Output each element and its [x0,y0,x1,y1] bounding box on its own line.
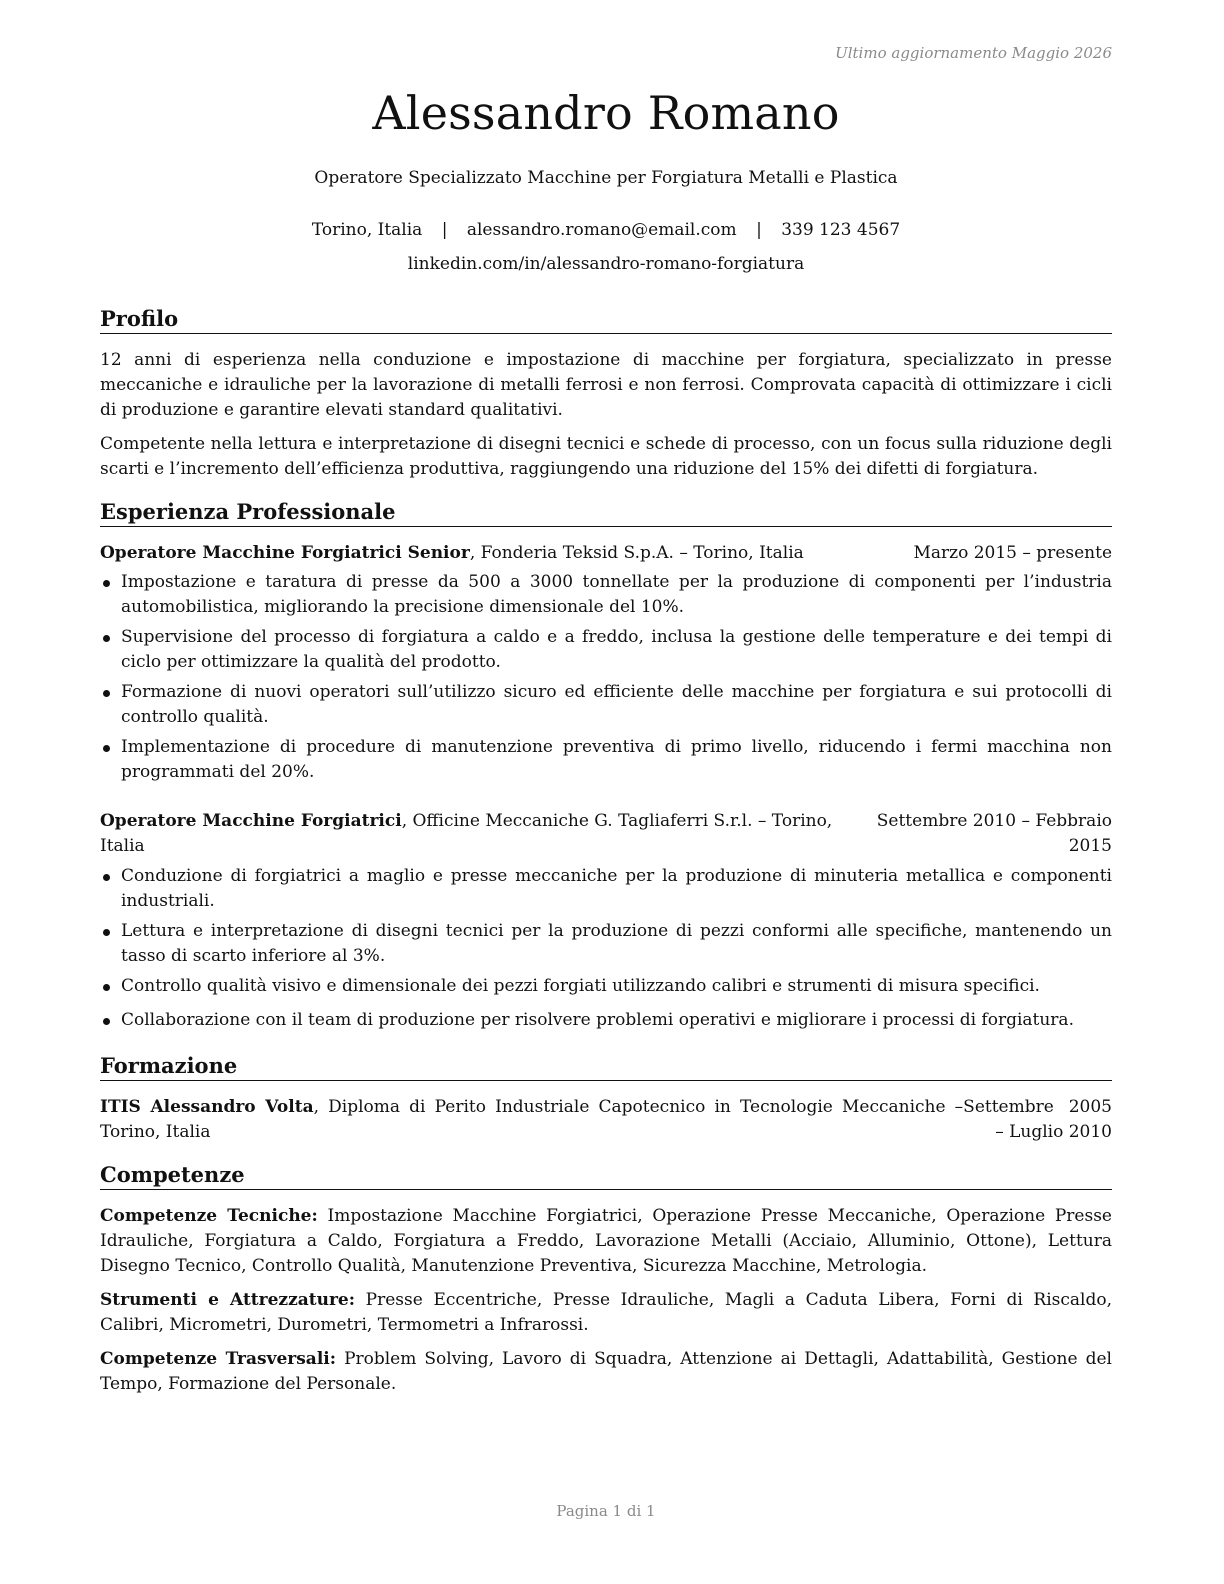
skill-label: Strumenti e Attrezzature: [100,1290,356,1310]
separator: | [756,220,762,240]
list-item: Collaborazione con il team di produzione per risolvere problemi operativi e migliorare i processi di forgiatura. [100,1008,1112,1033]
job-role: Operatore Macchine Forgiatrici [100,811,402,831]
skill-label: Competenze Trasversali: [100,1349,337,1369]
education-entry [100,1095,1112,1145]
education-description [100,1095,963,1145]
resume-page [100,0,1112,1584]
job-title: Operatore Specializzato Macchine per Forgiatura Metalli e Plastica [314,168,898,188]
list-item: Formazione di nuovi operatori sull’utilizzo sicuro ed efficiente delle macchine per forgiatura e sui protocolli di controllo qualità. [100,680,1112,730]
skill-group [100,1288,1112,1338]
page-number: Pagina 1 di 1 [556,1502,656,1520]
linkedin-link[interactable]: linkedin.com/in/alessandro-romano-forgiatura [407,254,805,274]
job-role: Operatore Macchine Forgiatrici Senior [100,543,470,563]
job-company: , Officine Meccaniche G. Tagliaferri S.r.l. – Torino, Italia [100,811,833,856]
job-header [100,541,1112,566]
education-dates: Settembre 2005 – Luglio 2010 [963,1097,1112,1142]
list-item: Lettura e interpretazione di disegni tecnici per la produzione di pezzi conformi alle specifiche, mantenendo un tasso di scarto inferiore al 3%. [100,919,1112,969]
location: Torino, Italia [311,220,423,240]
job-bullets [100,864,1112,1038]
phone-number: 339 123 4567 [781,220,901,240]
job-company: , Fonderia Teksid S.p.A. – Torino, Italia [469,543,804,563]
last-updated: Ultimo aggiornamento Maggio 2026 [835,44,1112,62]
skill-text: Impostazione Macchine Forgiatrici, Operazione Presse Meccaniche, Operazione Presse Idrauliche, Forgiatura a Caldo, Forgiatura a Freddo, Lavorazione Metalli (Acciaio, Alluminio, Ottone), Lettura Disegno Tecnico, Controllo Qualità, Manutenzione Preventiva, Sicurezza Macchine, Metrologia. [100,1206,1112,1276]
section-title-experience: Esperienza Professionale [100,499,1112,527]
list-item: Controllo qualità visivo e dimensionale dei pezzi forgiati utilizzando calibri e strumenti di misura specifici. [100,974,1112,999]
skill-text: Presse Eccentriche, Presse Idrauliche, Magli a Caduta Libera, Forni di Riscaldo, Calibri, Micrometri, Durometri, Termometri a Infrarossi. [100,1290,1112,1335]
job-dates: Marzo 2015 – presente [913,543,1112,563]
school-name: ITIS Alessandro Volta [100,1097,314,1117]
skill-group [100,1347,1112,1397]
contact-line [100,220,1112,240]
section-title-skills: Competenze [100,1162,1112,1190]
list-item: Conduzione di forgiatrici a maglio e presse meccaniche per la produzione di minuteria metallica e componenti industriali. [100,864,1112,914]
candidate-name: Alessandro Romano [372,86,840,140]
list-item: Implementazione di procedure di manutenzione preventiva di primo livello, riducendo i fermi macchina non programmati del 20%. [100,735,1112,785]
job-bullets [100,570,1112,790]
job-header [100,809,1112,859]
section-title-profile: Profilo [100,306,1112,334]
profile-paragraph: 12 anni di esperienza nella conduzione e impostazione di macchine per forgiatura, specializzato in presse meccaniche e idrauliche per la lavorazione di metalli ferrosi e non ferrosi. Comprovata capacità di ottimizzare i cicli di produzione e garantire elevati standard qualitativi. [100,350,1112,420]
list-item: Supervisione del processo di forgiatura a caldo e a freddo, inclusa la gestione delle temperature e dei tempi di ciclo per ottimizzare la qualità del prodotto. [100,625,1112,675]
email-link[interactable]: alessandro.romano@email.com [466,220,737,240]
section-title-education: Formazione [100,1053,1112,1081]
skill-text: Problem Solving, Lavoro di Squadra, Attenzione ai Dettagli, Adattabilità, Gestione del Tempo, Formazione del Personale. [100,1349,1112,1394]
degree: , Diploma di Perito Industriale Capotecnico in Tecnologie Meccaniche – Torino, Italia [100,1097,964,1142]
job-role-line [100,809,874,859]
job-dates: Settembre 2010 – Febbraio 2015 [876,811,1112,856]
skill-label: Competenze Tecniche: [100,1206,318,1226]
skill-group [100,1204,1112,1279]
separator: | [441,220,448,240]
list-item: Impostazione e taratura di presse da 500 a 3000 tonnellate per la produzione di componenti per l’industria automobilistica, migliorando la precisione dimensionale del 10%. [100,570,1112,620]
job-role-line [100,541,804,566]
profile-paragraph: Competente nella lettura e interpretazione di disegni tecnici e schede di processo, con un focus sulla riduzione degli scarti e l’incremento dell’efficienza produttiva, raggiungendo una riduzione del 15% dei difetti di forgiatura. [100,434,1112,479]
